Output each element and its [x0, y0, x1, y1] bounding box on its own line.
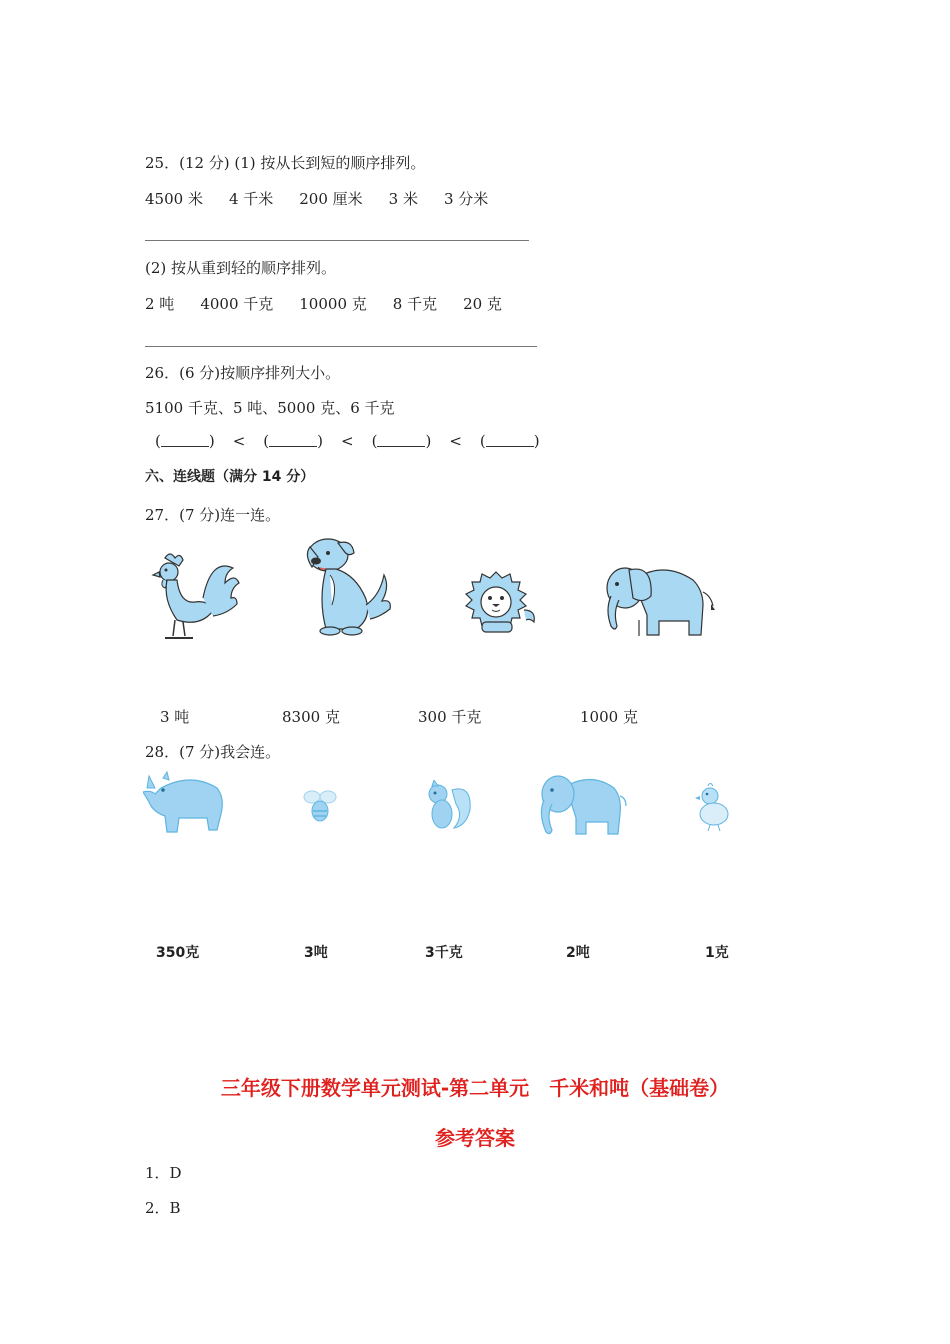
paren-open: (	[155, 432, 161, 450]
answer-title: 三年级下册数学单元测试-第二单元 千米和吨（基础卷）	[220, 1076, 730, 1100]
less-than: <	[449, 432, 462, 450]
q26-header: 26．(6 分)按顺序排列大小。	[145, 364, 341, 382]
lion-icon	[462, 570, 542, 638]
q28-label: 3吨	[304, 945, 328, 961]
q26-blank-2[interactable]	[269, 432, 317, 447]
paren-close: )	[533, 432, 540, 450]
q28-label: 1克	[705, 945, 729, 961]
q25-item: 3 米	[388, 190, 418, 208]
q25-items1	[145, 188, 488, 209]
q25-item: 4 千米	[228, 190, 274, 208]
paren-close: )	[317, 432, 324, 450]
less-than: <	[341, 432, 354, 450]
q25-item: 4500 米	[145, 190, 203, 208]
paren-open: (	[479, 432, 486, 450]
q25-answer-line-1[interactable]	[145, 240, 529, 241]
q25-answer-line-2[interactable]	[145, 346, 537, 347]
elephant-icon	[603, 560, 723, 642]
q25-header: 25．(12 分) (1) 按从长到短的顺序排列。	[145, 154, 426, 172]
squirrel-icon	[422, 780, 472, 832]
q25-item: 2 吨	[145, 295, 175, 313]
dog-icon	[300, 535, 400, 640]
q28-label: 3千克	[425, 945, 463, 961]
q25-part2: (2) 按从重到轻的顺序排列。	[145, 259, 337, 277]
q26-blank-3[interactable]	[377, 432, 425, 447]
paren-close: )	[425, 432, 432, 450]
q27-label: 3 吨	[160, 708, 190, 726]
bee-icon	[300, 785, 340, 827]
paren-close: )	[208, 432, 215, 450]
q25-item: 10000 克	[299, 295, 367, 313]
q26-blank-1[interactable]	[161, 432, 209, 447]
answer-item: 1．D	[145, 1164, 182, 1182]
elephant-icon	[538, 770, 628, 840]
q26-blanks	[155, 432, 540, 450]
answer-item: 2．B	[145, 1199, 181, 1217]
q27-label: 8300 克	[282, 708, 340, 726]
q25-item: 8 千克	[392, 295, 438, 313]
q26-values: 5100 千克、5 吨、5000 克、6 千克	[145, 399, 395, 417]
q25-item: 200 厘米	[299, 190, 363, 208]
q27-label: 300 千克	[418, 708, 482, 726]
q28-label: 2吨	[566, 945, 590, 961]
q28-header: 28．(7 分)我会连。	[145, 743, 281, 761]
q25-item: 20 克	[463, 295, 502, 313]
q28-label: 350克	[156, 945, 200, 961]
q26-blank-4[interactable]	[486, 432, 534, 447]
q27-header: 27．(7 分)连一连。	[145, 506, 281, 524]
q25-item: 4000 千克	[200, 295, 274, 313]
paren-open: (	[371, 432, 378, 450]
answer-subtitle: 参考答案	[435, 1126, 515, 1150]
chick-icon	[694, 782, 734, 832]
section-title: 六、连线题（满分 14 分）	[145, 469, 315, 485]
q25-item: 3 分米	[443, 190, 489, 208]
less-than: <	[232, 432, 246, 450]
paren-open: (	[263, 432, 270, 450]
q25-items2	[145, 293, 502, 314]
rhino-icon	[143, 770, 225, 838]
rooster-icon	[145, 548, 240, 643]
q27-label: 1000 克	[580, 708, 638, 726]
